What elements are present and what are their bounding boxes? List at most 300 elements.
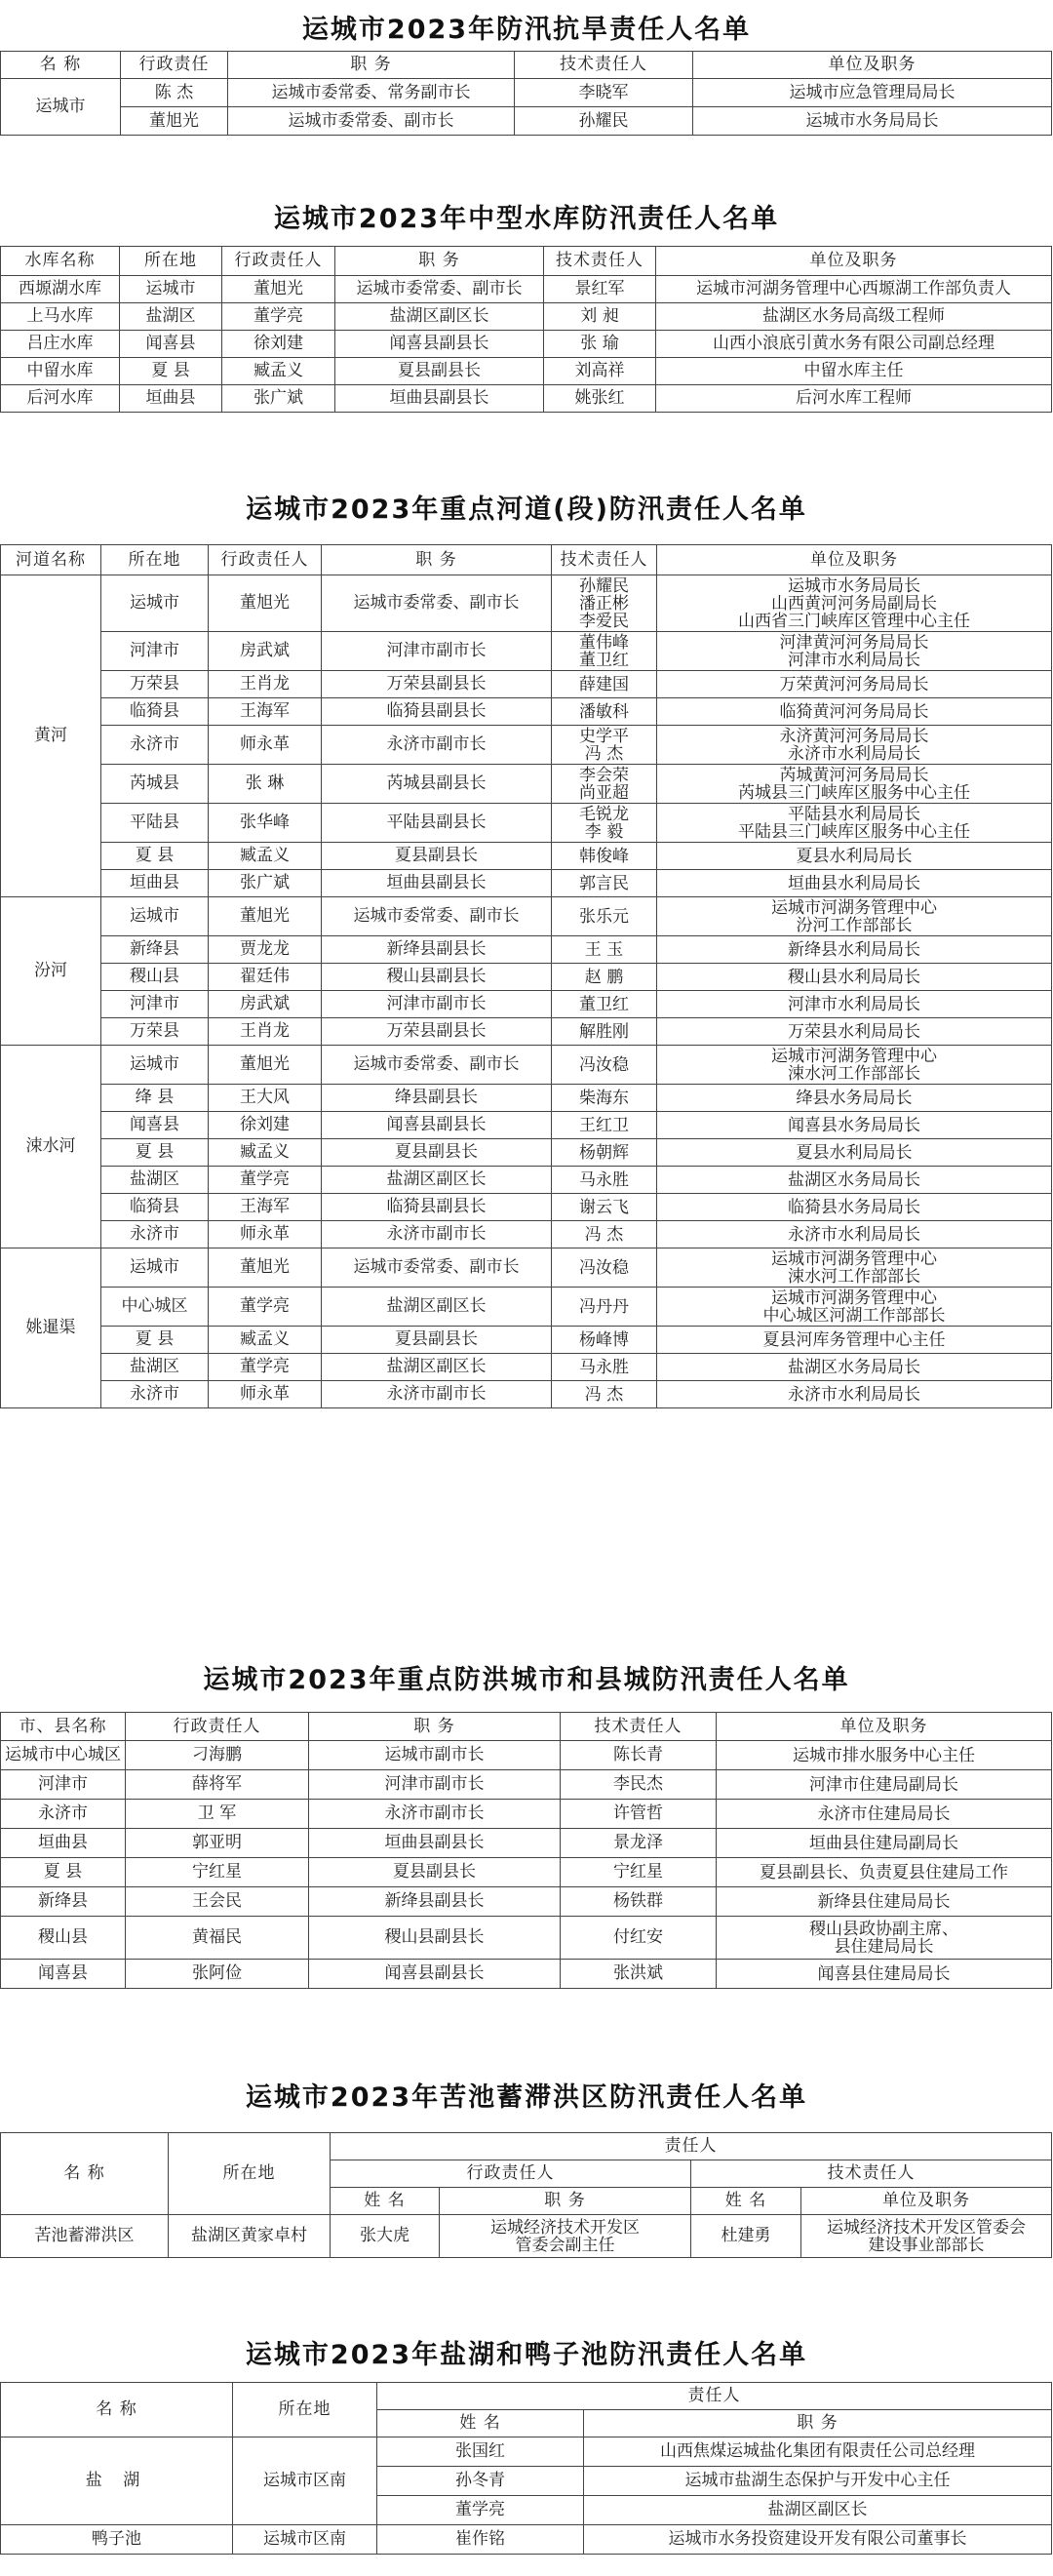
t5-header-location: 所在地 [169,2133,331,2215]
table-cell: 永济市副市长 [322,1381,552,1408]
table-cell: 运城市委常委、副市长 [322,575,552,632]
cell-line: 史学平 [579,726,629,746]
table-cell: 临猗县 [101,1194,209,1221]
table-cell [657,1046,1052,1085]
table-cell: 永济市 [101,726,209,765]
cell-line: 中心城区河湖工作部部长 [762,1305,946,1326]
table-cell [552,1046,657,1085]
t3-header: 行政责任人 [209,545,322,575]
table-cell: 运城市委常委、副市长 [322,1046,552,1085]
table-cell [717,1800,1052,1829]
cell-line: 稷山县水利局局长 [788,967,920,987]
table-cell [657,632,1052,671]
table-cell: 山西小浪底引黄水务有限公司副总经理 [656,331,1052,358]
cell-line: 运城市河湖务管理中心 [771,1046,937,1066]
table-cell: 宁红星 [561,1858,717,1887]
cell-line: 运城经济技术开发区 [490,2217,640,2238]
cell-line: 董卫红 [579,650,629,670]
table-cell [657,1112,1052,1139]
table-row [1,1354,1052,1381]
table-cell: 万荣县副县长 [322,1018,552,1046]
table-cell: 陈长青 [561,1741,717,1770]
cell-line: 河津市水利局局长 [788,650,920,670]
table-cell: 孙耀民 [515,107,693,136]
table-cell: 刘 昶 [544,303,656,331]
table-cell [552,936,657,964]
river-name: 黄河 [1,575,101,897]
cell-line: 永济市水利局局长 [788,1384,920,1405]
t5-header-admin-post: 职 务 [440,2188,691,2215]
table-cell: 景龙泽 [561,1829,717,1858]
cell-line: 临猗黄河河务局局长 [779,701,929,722]
table-cell: 苦池蓄滞洪区 [1,2215,169,2258]
table-row [1,1194,1052,1221]
table-row [1,870,1052,897]
cell-line: 李会荣 [579,765,629,785]
cell-line: 董伟峰 [579,632,629,653]
table-cell: 盐湖区副区长 [335,303,544,331]
table-cell: 河津市 [101,991,209,1018]
t2-header: 水库名称 [1,247,120,276]
cell-line: 稷山县政协副主席、 [809,1919,958,1939]
table-cell: 师永革 [209,726,322,765]
cell-line: 柴海东 [579,1088,629,1108]
cell-line: 夏县副县长、负责夏县住建局工作 [760,1862,1008,1882]
table6 [0,2382,1052,2555]
table-cell: 姚张红 [544,385,656,413]
cell-line: 毛锐龙 [579,804,629,824]
table2 [0,246,1052,413]
table-cell: 稷山县副县长 [322,964,552,991]
table-cell: 刘高祥 [544,358,656,385]
table6-title: 运城市2023年盐湖和鸭子池防汛责任人名单 [245,2340,808,2370]
table-cell: 王海军 [209,1194,322,1221]
table-cell [552,870,657,897]
table-row [1,726,1052,765]
table-cell: 夏 县 [120,358,222,385]
table-cell [657,671,1052,698]
t6-header-name: 名 称 [1,2383,233,2437]
table-cell: 河津市副市长 [322,991,552,1018]
table-cell: 董旭光 [222,276,335,303]
t5-header-admin-name: 姓 名 [331,2188,440,2215]
table-cell: 闻喜县副县长 [335,331,544,358]
table-cell: 薛将军 [126,1770,309,1800]
cell-line: 潘敏科 [579,701,629,722]
table-row [1,1741,1052,1770]
table-cell [657,1288,1052,1327]
table-cell: 运城市 [101,1046,209,1085]
table-cell: 董学亮 [209,1288,322,1327]
table-cell: 新绛县副县长 [322,936,552,964]
table-cell: 运城市委常委、副市长 [322,1248,552,1288]
table-cell [717,1960,1052,1989]
table4 [0,1712,1052,1989]
table-cell: 盐湖区 [120,303,222,331]
t5-header-admin: 行政责任人 [331,2160,691,2188]
table-cell: 夏县副县长 [309,1858,561,1887]
table-cell [552,1327,657,1354]
t1-region: 运城市 [1,79,121,136]
cell-line: 绛县水务局局长 [796,1088,913,1108]
t5-header-tech-name: 姓 名 [691,2188,801,2215]
table-cell: 西塬湖水库 [1,276,120,303]
table-cell: 永济市 [101,1381,209,1408]
table-cell: 盐湖区黄家卓村 [169,2215,331,2258]
cell-line: 韩俊峰 [579,846,629,866]
table-cell: 董旭光 [209,897,322,936]
table-cell [552,1085,657,1112]
cell-line: 山西省三门峡库区管理中心主任 [738,611,970,631]
table-cell: 徐刘建 [209,1112,322,1139]
table-cell: 张广斌 [222,385,335,413]
table-cell: 张大虎 [331,2215,440,2258]
table-row [1,1112,1052,1139]
table-cell: 运城市委常委、副市长 [335,276,544,303]
t4-header: 职 务 [309,1713,561,1741]
table-cell: 绛 县 [101,1085,209,1112]
t4-header: 行政责任人 [126,1713,309,1741]
table-row [1,671,1052,698]
cell-line: 河津市住建局副局长 [809,1774,958,1795]
table-cell: 运城市水务投资建设开发有限公司董事长 [584,2525,1052,2555]
table-cell: 绛县副县长 [322,1085,552,1112]
table-cell: 垣曲县副县长 [322,870,552,897]
table-cell: 平陆县副县长 [322,804,552,843]
table-cell: 垣曲县 [1,1829,126,1858]
table-row [1,765,1052,804]
table-cell [552,1221,657,1248]
t1-header-admin: 行政责任 [121,52,228,79]
table-cell: 董学亮 [209,1167,322,1194]
table-cell [552,804,657,843]
table-cell [552,1018,657,1046]
table-cell: 王会民 [126,1887,309,1917]
table-cell: 董旭光 [209,575,322,632]
table-cell: 后河水库工程师 [656,385,1052,413]
cell-line: 孙耀民 [579,575,629,596]
table-cell [552,964,657,991]
cell-line: 新绛县住建局局长 [817,1891,951,1912]
table-cell: 运城市 [101,575,209,632]
cell-line: 垣曲县水利局局长 [788,873,920,893]
table-cell [657,1167,1052,1194]
table-row [1,575,1052,632]
table-cell: 闻喜县 [101,1112,209,1139]
table-cell: 夏 县 [1,1858,126,1887]
table-cell: 上马水库 [1,303,120,331]
cell-line: 山西黄河河务局副局长 [771,593,937,614]
cell-line: 永济黄河河务局局长 [779,726,929,746]
t1-header-name: 名 称 [1,52,121,79]
table-cell [657,698,1052,726]
table-cell: 临猗县 [101,698,209,726]
t6-header-person: 姓 名 [377,2410,584,2437]
cell-line: 建设事业部部长 [868,2235,985,2255]
cell-line: 潘正彬 [579,593,629,614]
cell-line: 冯丹丹 [579,1296,629,1317]
table-cell: 稷山县 [1,1917,126,1960]
table-cell [717,1858,1052,1887]
cell-line: 冯 杰 [584,743,624,764]
table-row [1,1327,1052,1354]
table-row [1,964,1052,991]
table-cell: 许管哲 [561,1800,717,1829]
t5-header-tech: 技术责任人 [691,2160,1052,2188]
table-cell [440,2215,691,2258]
table-cell [657,1381,1052,1408]
t2-header: 单位及职务 [656,247,1052,276]
table-cell: 中留水库 [1,358,120,385]
table-cell: 运城市水务局局长 [693,107,1052,136]
cell-line: 赵 鹏 [584,967,624,987]
table-cell: 刁海鹏 [126,1741,309,1770]
table-cell [657,1248,1052,1288]
table-cell [717,1917,1052,1960]
cell-line: 夏县河库务管理中心主任 [762,1329,946,1350]
table-cell: 郭亚明 [126,1829,309,1858]
table-cell: 万荣县副县长 [322,671,552,698]
table-cell: 盐湖区副区长 [322,1354,552,1381]
cell-line: 永济市水利局局长 [788,743,920,764]
cell-line: 尚亚超 [579,782,629,803]
cell-line: 马永胜 [579,1357,629,1377]
cell-line: 河津市水利局局长 [788,994,920,1014]
table-cell [657,964,1052,991]
table-cell: 中心城区 [101,1288,209,1327]
t3-header: 河道名称 [1,545,101,575]
table-row [1,1085,1052,1112]
river-name: 涑水河 [1,1046,101,1248]
cell-line: 平陆县水利局局长 [788,804,920,824]
table-cell: 河津市 [1,1770,126,1800]
table-cell: 芮城县 [101,765,209,804]
cell-line: 杨朝辉 [579,1142,629,1163]
table-cell [552,897,657,936]
t1-header-tech: 技术责任人 [515,52,693,79]
table-cell: 李晓军 [515,79,693,107]
table-cell: 临猗县副县长 [322,698,552,726]
table-cell: 夏县副县长 [335,358,544,385]
cell-line: 垣曲县住建局副局长 [809,1833,958,1853]
table-cell: 夏县副县长 [322,1139,552,1167]
table-row [1,897,1052,936]
table-cell: 河津市副市长 [322,632,552,671]
t2-header: 职 务 [335,247,544,276]
table-row [1,991,1052,1018]
cell-line: 冯 杰 [584,1224,624,1245]
table-cell [657,843,1052,870]
table-cell: 中留水库主任 [656,358,1052,385]
table-cell: 董学亮 [222,303,335,331]
table-row [1,698,1052,726]
table-cell: 张广斌 [209,870,322,897]
table-cell: 平陆县 [101,804,209,843]
table-cell: 崔作铭 [377,2525,584,2555]
table-cell [657,1221,1052,1248]
cell-line: 夏县水利局局长 [796,1142,913,1163]
table-cell: 新绛县 [101,936,209,964]
table-cell [552,1167,657,1194]
table-cell: 王肖龙 [209,671,322,698]
table5-title: 运城市2023年苦池蓄滞洪区防汛责任人名单 [245,2082,808,2113]
table4-title: 运城市2023年重点防洪城市和县城防汛责任人名单 [203,1665,850,1695]
table-cell: 杨铁群 [561,1887,717,1917]
t4-header: 技术责任人 [561,1713,717,1741]
cell-line: 李 毅 [584,821,624,842]
cell-line: 平陆县三门峡库区服务中心主任 [738,821,970,842]
table-cell [657,1139,1052,1167]
table-cell: 付红安 [561,1917,717,1960]
t5-header-responsible: 责任人 [331,2133,1052,2160]
table-cell: 董旭光 [209,1248,322,1288]
table-cell: 盐湖区 [101,1167,209,1194]
river-name: 姚暹渠 [1,1248,101,1408]
table-cell: 孙冬青 [377,2467,584,2496]
t6-loc-yanhu: 运城市区南 [233,2437,377,2525]
table-cell: 黄福民 [126,1917,309,1960]
cell-line: 运城市河湖务管理中心 [771,1288,937,1308]
table-cell: 闻喜县副县长 [309,1960,561,1989]
table-cell: 吕庄水库 [1,331,120,358]
cell-line: 冯 杰 [584,1384,624,1405]
cell-line: 涑水河工作部部长 [788,1063,920,1084]
cell-line: 李爱民 [579,611,629,631]
t3-header: 职 务 [322,545,552,575]
table-row [1,843,1052,870]
table-row [1,1248,1052,1288]
table-cell: 夏县副县长 [322,1327,552,1354]
t2-header: 技术责任人 [544,247,656,276]
t5-header-name: 名 称 [1,2133,169,2215]
table-cell: 徐刘建 [222,331,335,358]
table-cell: 夏 县 [101,1327,209,1354]
table-row [1,1046,1052,1085]
cell-line: 永济市住建局局长 [817,1803,951,1824]
table-cell [657,1327,1052,1354]
t6-name-yazichi: 鸭子池 [1,2525,233,2555]
table-cell: 臧孟义 [209,1327,322,1354]
table-cell [552,1194,657,1221]
cell-line: 汾河工作部部长 [796,915,913,935]
table3 [0,544,1052,1408]
cell-line: 盐湖区水务局局长 [788,1357,920,1377]
table-cell: 盐湖区副区长 [322,1288,552,1327]
cell-line: 临猗县水务局局长 [788,1197,920,1217]
table-cell: 盐湖区 [101,1354,209,1381]
table-cell: 永济市副市长 [309,1800,561,1829]
table-cell: 王肖龙 [209,1018,322,1046]
table-cell: 永济市副市长 [322,726,552,765]
table-cell [552,1288,657,1327]
table3-title: 运城市2023年重点河道(段)防汛责任人名单 [246,495,807,525]
cell-line: 运城市水务局局长 [788,575,920,596]
table-cell: 臧孟义 [209,1139,322,1167]
table-cell [657,897,1052,936]
t6-header-post: 职 务 [584,2410,1052,2437]
cell-line: 运城市排水服务中心主任 [793,1745,975,1765]
table-cell: 稷山县副县长 [309,1917,561,1960]
table-cell: 夏县副县长 [322,843,552,870]
t6-header-responsible: 责任人 [377,2383,1052,2410]
cell-line: 永济市水利局局长 [788,1224,920,1245]
t6-header-location: 所在地 [233,2383,377,2437]
table2-title: 运城市2023年中型水库防汛责任人名单 [273,204,780,234]
cell-line: 万荣县水利局局长 [788,1021,920,1042]
table-cell: 张洪斌 [561,1960,717,1989]
cell-line: 薛建国 [579,674,629,694]
t2-header: 所在地 [120,247,222,276]
table-cell: 盐湖区水务局高级工程师 [656,303,1052,331]
table-cell: 李民杰 [561,1770,717,1800]
table-cell: 陈 杰 [121,79,228,107]
table-cell: 闻喜县副县长 [322,1112,552,1139]
table-cell [552,991,657,1018]
table-row [1,1858,1052,1887]
cell-line: 郭言民 [579,873,629,893]
table-cell [657,726,1052,765]
cell-line: 杨峰博 [579,1329,629,1350]
table-cell: 师永革 [209,1221,322,1248]
table-row [1,1887,1052,1917]
table-cell [717,1887,1052,1917]
table-cell [657,1018,1052,1046]
table-cell: 张 琳 [209,765,322,804]
table-cell [552,1354,657,1381]
table-row [1,804,1052,843]
cell-line: 董卫红 [579,994,629,1014]
table-cell: 河津市 [101,632,209,671]
t4-header: 市、县名称 [1,1713,126,1741]
table-cell: 芮城县副县长 [322,765,552,804]
table-cell: 张国红 [377,2437,584,2467]
cell-line: 闻喜县住建局局长 [817,1963,951,1984]
table-cell [657,936,1052,964]
table-row [1,1960,1052,1989]
t5-header-tech-post: 单位及职务 [801,2188,1052,2215]
table-cell: 垣曲县 [101,870,209,897]
table-cell [657,1354,1052,1381]
table-cell: 运城市应急管理局局长 [693,79,1052,107]
cell-line: 夏县水利局局长 [796,846,913,866]
table-cell: 永济市副市长 [322,1221,552,1248]
table-cell: 卫 军 [126,1800,309,1829]
table-cell: 杜建勇 [691,2215,801,2258]
cell-line: 运城市河湖务管理中心 [771,897,937,918]
table-row [1,1018,1052,1046]
table-cell: 盐湖区副区长 [322,1167,552,1194]
table-cell: 垣曲县 [120,385,222,413]
cell-line: 马永胜 [579,1169,629,1190]
table-cell: 垣曲县副县长 [309,1829,561,1858]
t1-header-unit: 单位及职务 [693,52,1052,79]
table-cell [657,870,1052,897]
t2-header: 行政责任人 [222,247,335,276]
table-row [1,1221,1052,1248]
table-cell: 山西焦煤运城盐化集团有限责任公司总经理 [584,2437,1052,2467]
cell-line: 芮城县三门峡库区服务中心主任 [738,782,970,803]
table-cell: 房武斌 [209,632,322,671]
table-cell: 臧孟义 [222,358,335,385]
cell-line: 张乐元 [579,906,629,927]
table-cell: 河津市副市长 [309,1770,561,1800]
table5 [0,2132,1052,2258]
river-name: 汾河 [1,897,101,1046]
table-cell: 万荣县 [101,671,209,698]
t3-header: 技术责任人 [552,545,657,575]
table-row [1,1800,1052,1829]
cell-line: 涑水河工作部部长 [788,1266,920,1287]
